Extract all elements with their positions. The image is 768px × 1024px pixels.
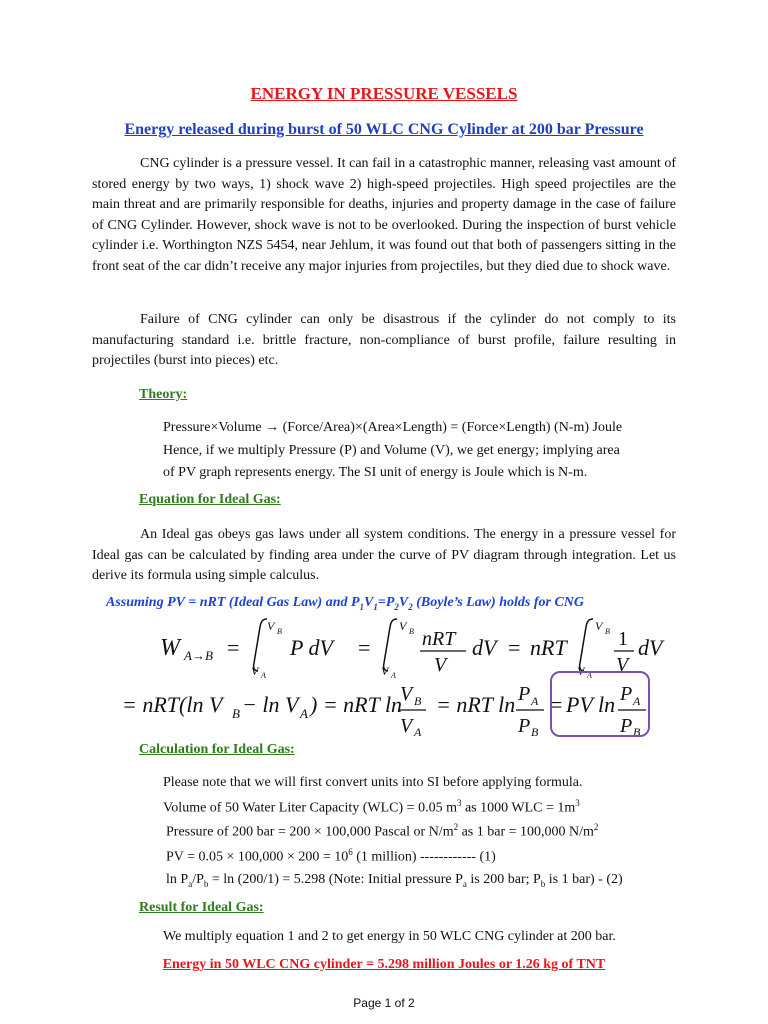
eq2-part-a: = nRT(ln V: [122, 692, 223, 717]
one-numerator: 1: [618, 628, 628, 650]
calc-line-3-b: as 1 bar = 100,000 N/m: [458, 824, 594, 840]
calc-line-5-sub-b: b: [203, 878, 209, 889]
integral-2-upper-sub: B: [409, 627, 414, 636]
calc-line-5-sub-a2: a: [462, 878, 467, 889]
calc-line-4-sup: 6: [348, 847, 353, 857]
frac-pb-2-sub: B: [633, 725, 641, 739]
frac-va-sub: A: [414, 725, 422, 739]
calc-line-5-b: /P: [192, 872, 204, 887]
equals-1: =: [227, 635, 240, 660]
calc-line-2: [163, 798, 580, 817]
work-subscript: A→B: [184, 648, 213, 663]
frac-pb-2: P: [620, 715, 633, 737]
integral-2-lower-sub: A: [391, 671, 396, 680]
ideal-gas-paragraph-text: An Ideal gas obeys gas laws under all system conditions. The energy in a pressure vessel for Ideal gas can be calculated by finding area under the curve of PV diagram through integration. Let us derive its formula using simple calculus.: [92, 527, 676, 584]
assumption-part-c: =P: [377, 595, 395, 610]
dv-1: dV: [472, 635, 497, 660]
equals-3: =: [508, 635, 521, 660]
intro-paragraph-2-text: Failure of CNG cylinder can only be disastrous if the cylinder do not comply to its manufacturing standard i.e. brittle fracture, non-compliance of burst profile, failure resulting in projectiles (burst into pieces) etc.: [92, 312, 676, 369]
calc-line-5: [166, 872, 623, 889]
calc-line-5-sub-a: a: [188, 878, 193, 889]
intro-paragraph-2: [92, 310, 676, 372]
calc-line-3-sup1: 2: [453, 822, 459, 832]
assumption-part-e: (Boyle’s Law) holds for CNG: [412, 595, 584, 610]
p-dv: P dV: [290, 635, 333, 660]
frac-vb-sub: B: [414, 694, 422, 708]
result-highlight: Energy in 50 WLC CNG cylinder = 5.298 million Joules or 1.26 kg of TNT: [162, 957, 606, 972]
integral-3-lower-sub: A: [587, 671, 592, 680]
frac-vb: V: [400, 683, 413, 705]
v-denominator-2: V: [616, 654, 629, 676]
calc-line-5-sub-b2: b: [540, 878, 546, 889]
dv-2: dV: [638, 635, 663, 660]
calc-line-1: Please note that we will first convert units into SI before applying formula.: [163, 775, 583, 790]
integral-1-upper-sub: B: [277, 627, 282, 636]
intro-paragraph-1-text: CNG cylinder is a pressure vessel. It can fail in a catastrophic manner, releasing vast amount of stored energy by two ways, 1) shock wave 2) high-speed projectiles. High speed projectiles are the main threat and are primarily responsible for deaths, injuries and property damage in the case of failure of CNG Cylinder. However, shock wave is not to be overlooked. During the inspection of burst vehicle cylinder i.e. Worthington NZS 5454, near Jehlum, it was found out that both of passengers sitting in the front seat of the car didn’t receive any major injuries from projectiles, but they died due to shock wave.: [92, 156, 676, 274]
integral-1-lower-sub: A: [261, 671, 266, 680]
calc-line-5-e: is 1 bar) - (2): [545, 872, 623, 887]
ideal-gas-heading: Equation for Ideal Gas:: [139, 492, 281, 507]
calc-line-2-sup1: 3: [456, 798, 462, 808]
calc-line-2-sup2: 3: [575, 798, 580, 808]
frac-va: V: [400, 715, 413, 737]
integral-1-lower: V: [251, 664, 259, 678]
calc-line-5-c: = ln (200/1) = 5.298 (Note: Initial pressure P: [208, 872, 463, 887]
final-formula-highlight-box: [550, 671, 650, 737]
eq2-vb-sub: B: [232, 706, 240, 721]
frac-pa-2-sub: A: [633, 694, 641, 708]
result-heading: Result for Ideal Gas:: [139, 900, 264, 915]
assumption-sub-2: 2: [394, 601, 399, 612]
nrt-numerator: nRT: [422, 628, 456, 650]
document-subtitle: Energy released during burst of 50 WLC CNG Cylinder at 200 bar Pressure: [124, 121, 644, 138]
integral-2-lower: V: [381, 664, 389, 678]
equals-4: =: [550, 692, 563, 717]
calc-line-4-a: PV = 0.05 × 100,000 × 200 = 10: [166, 849, 349, 865]
integral-3-upper: V: [595, 619, 603, 633]
assumption-part-a: Assuming PV = nRT (Ideal Gas Law) and P: [106, 595, 360, 610]
frac-pb: P: [518, 715, 531, 737]
nrt-factor: nRT: [530, 635, 567, 660]
equals-2: =: [358, 635, 371, 660]
calc-line-4-b: (1 million) ------------ (1): [352, 849, 496, 865]
theory-line-2: Hence, if we multiply Pressure (P) and Volume (V), we get energy; implying area: [163, 443, 620, 458]
assumption-sub-1: 1: [359, 601, 365, 612]
integral-2-upper: V: [399, 619, 407, 633]
frac-pb-sub: B: [531, 725, 539, 739]
eq2-part-c: ) = nRT ln: [310, 692, 403, 717]
page-number: Page 1 of 2: [353, 996, 415, 1010]
result-line-1: We multiply equation 1 and 2 to get energy in 50 WLC CNG cylinder at 200 bar.: [163, 929, 616, 944]
assumption-sub-1b: 1: [373, 601, 378, 612]
calc-line-2-b: as 1000 WLC = 1m: [461, 800, 576, 816]
eq2-part-b: − ln V: [242, 692, 299, 717]
assumption-part-d: V: [398, 595, 409, 610]
v-denominator: V: [434, 654, 447, 676]
document-title: ENERGY IN PRESSURE VESSELS: [250, 84, 518, 103]
assumption-sub-2b: 2: [408, 601, 413, 612]
calc-line-3-sup2: 2: [593, 822, 599, 832]
calc-line-5-d: is 200 bar; P: [466, 872, 541, 887]
theory-heading: Theory:: [139, 387, 188, 402]
assumption-part-b: V: [364, 595, 374, 610]
pv-ln: PV ln: [566, 692, 616, 717]
assumption-line: [106, 595, 584, 612]
calc-line-5-a: ln P: [166, 872, 189, 887]
eq2-nrt-ln: = nRT ln: [436, 692, 516, 717]
intro-paragraph-1: [92, 154, 676, 278]
calc-line-3-a: Pressure of 200 bar = 200 × 100,000 Pascal or N/m: [166, 824, 454, 840]
calculation-heading: Calculation for Ideal Gas:: [139, 742, 295, 757]
frac-pa-2: P: [620, 683, 633, 705]
calc-line-3: [166, 822, 598, 841]
calc-line-4: [166, 847, 496, 866]
ideal-gas-paragraph: [92, 525, 676, 587]
frac-pa-sub: A: [531, 694, 539, 708]
eq2-va-sub: A: [300, 706, 308, 721]
work-integral-equation: [150, 615, 670, 680]
calc-line-2-a: Volume of 50 Water Liter Capacity (WLC) = 0.05 m: [163, 800, 457, 816]
integral-1-upper: V: [267, 619, 275, 633]
frac-pa: P: [518, 683, 531, 705]
work-symbol: W: [160, 635, 180, 661]
theory-line-3: of PV graph represents energy. The SI unit of energy is Joule which is N-m.: [163, 465, 588, 480]
integral-3-upper-sub: B: [605, 627, 610, 636]
theory-line-1: Pressure×Volume → (Force/Area)×(Area×Length) = (Force×Length) (N-m) Joule: [163, 420, 623, 435]
integral-3-lower: V: [577, 664, 585, 678]
